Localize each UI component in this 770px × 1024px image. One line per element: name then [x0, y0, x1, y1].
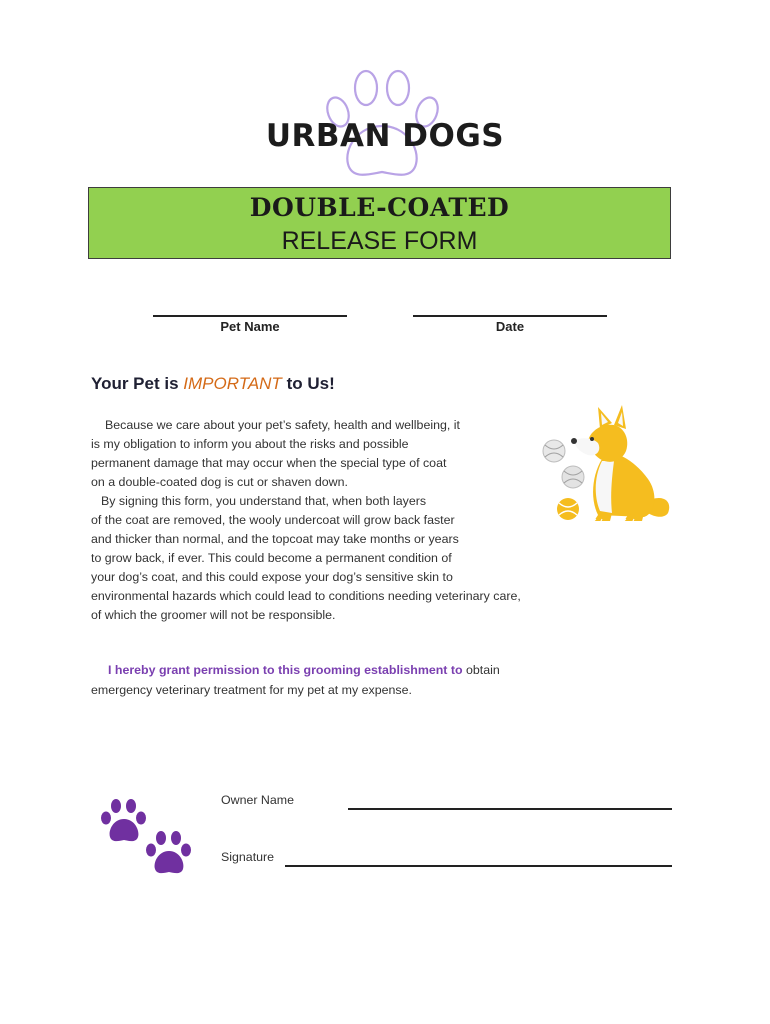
- dog-with-balls-icon: [540, 403, 675, 528]
- signature-field[interactable]: [285, 865, 672, 867]
- signature-label: Signature: [221, 850, 275, 864]
- body-line: permanent damage that may occur when the special type of coat: [91, 456, 447, 470]
- heading-prefix: Your Pet is: [91, 374, 179, 393]
- body-line: and thicker than normal, and the topcoat may take months or years: [91, 532, 459, 546]
- body-line: on a double-coated dog is cut or shaven down.: [91, 475, 348, 489]
- paw-print-icon: [100, 798, 148, 844]
- body-line: is my obligation to inform you about the risks and possible: [91, 437, 409, 451]
- permission-line2: emergency veterinary treatment for my pet at my expense.: [91, 683, 412, 697]
- body-line: of the coat are removed, the wooly undercoat will grow back faster: [91, 513, 455, 527]
- heading-suffix: to Us!: [286, 374, 335, 393]
- body-line: environmental hazards which could lead to conditions needing veterinary care,: [91, 589, 521, 603]
- permission-paragraph: [91, 660, 561, 700]
- owner-name-label: Owner Name: [221, 793, 294, 807]
- pet-name-field[interactable]: [153, 315, 347, 317]
- pet-name-label: Pet Name: [220, 319, 280, 334]
- body-line: of which the groomer will not be responsible.: [91, 608, 336, 622]
- heading-emphasis: IMPORTANT: [183, 374, 282, 393]
- body-line: By signing this form, you understand that, when both layers: [101, 494, 427, 508]
- permission-highlight: I hereby grant permission to this grooming establishment to: [108, 663, 463, 677]
- title-line2: RELEASE FORM: [281, 227, 478, 255]
- date-label: Date: [495, 319, 525, 334]
- body-line: to grow back, if ever. This could become a permanent condition of: [91, 551, 452, 565]
- date-field[interactable]: [413, 315, 607, 317]
- body-paragraph: [91, 416, 551, 625]
- section-heading: [91, 374, 335, 394]
- paw-print-icon: [145, 830, 193, 876]
- title-line1: DOUBLE-COATED: [249, 193, 510, 222]
- brand-name: URBAN DOGS: [265, 118, 505, 154]
- body-line: your dog’s coat, and this could expose your dog’s sensitive skin to: [91, 570, 453, 584]
- owner-name-field[interactable]: [348, 808, 672, 810]
- title-box: [88, 187, 671, 259]
- body-line: Because we care about your pet’s safety, health and wellbeing, it: [105, 418, 460, 432]
- permission-rest: obtain: [466, 663, 500, 677]
